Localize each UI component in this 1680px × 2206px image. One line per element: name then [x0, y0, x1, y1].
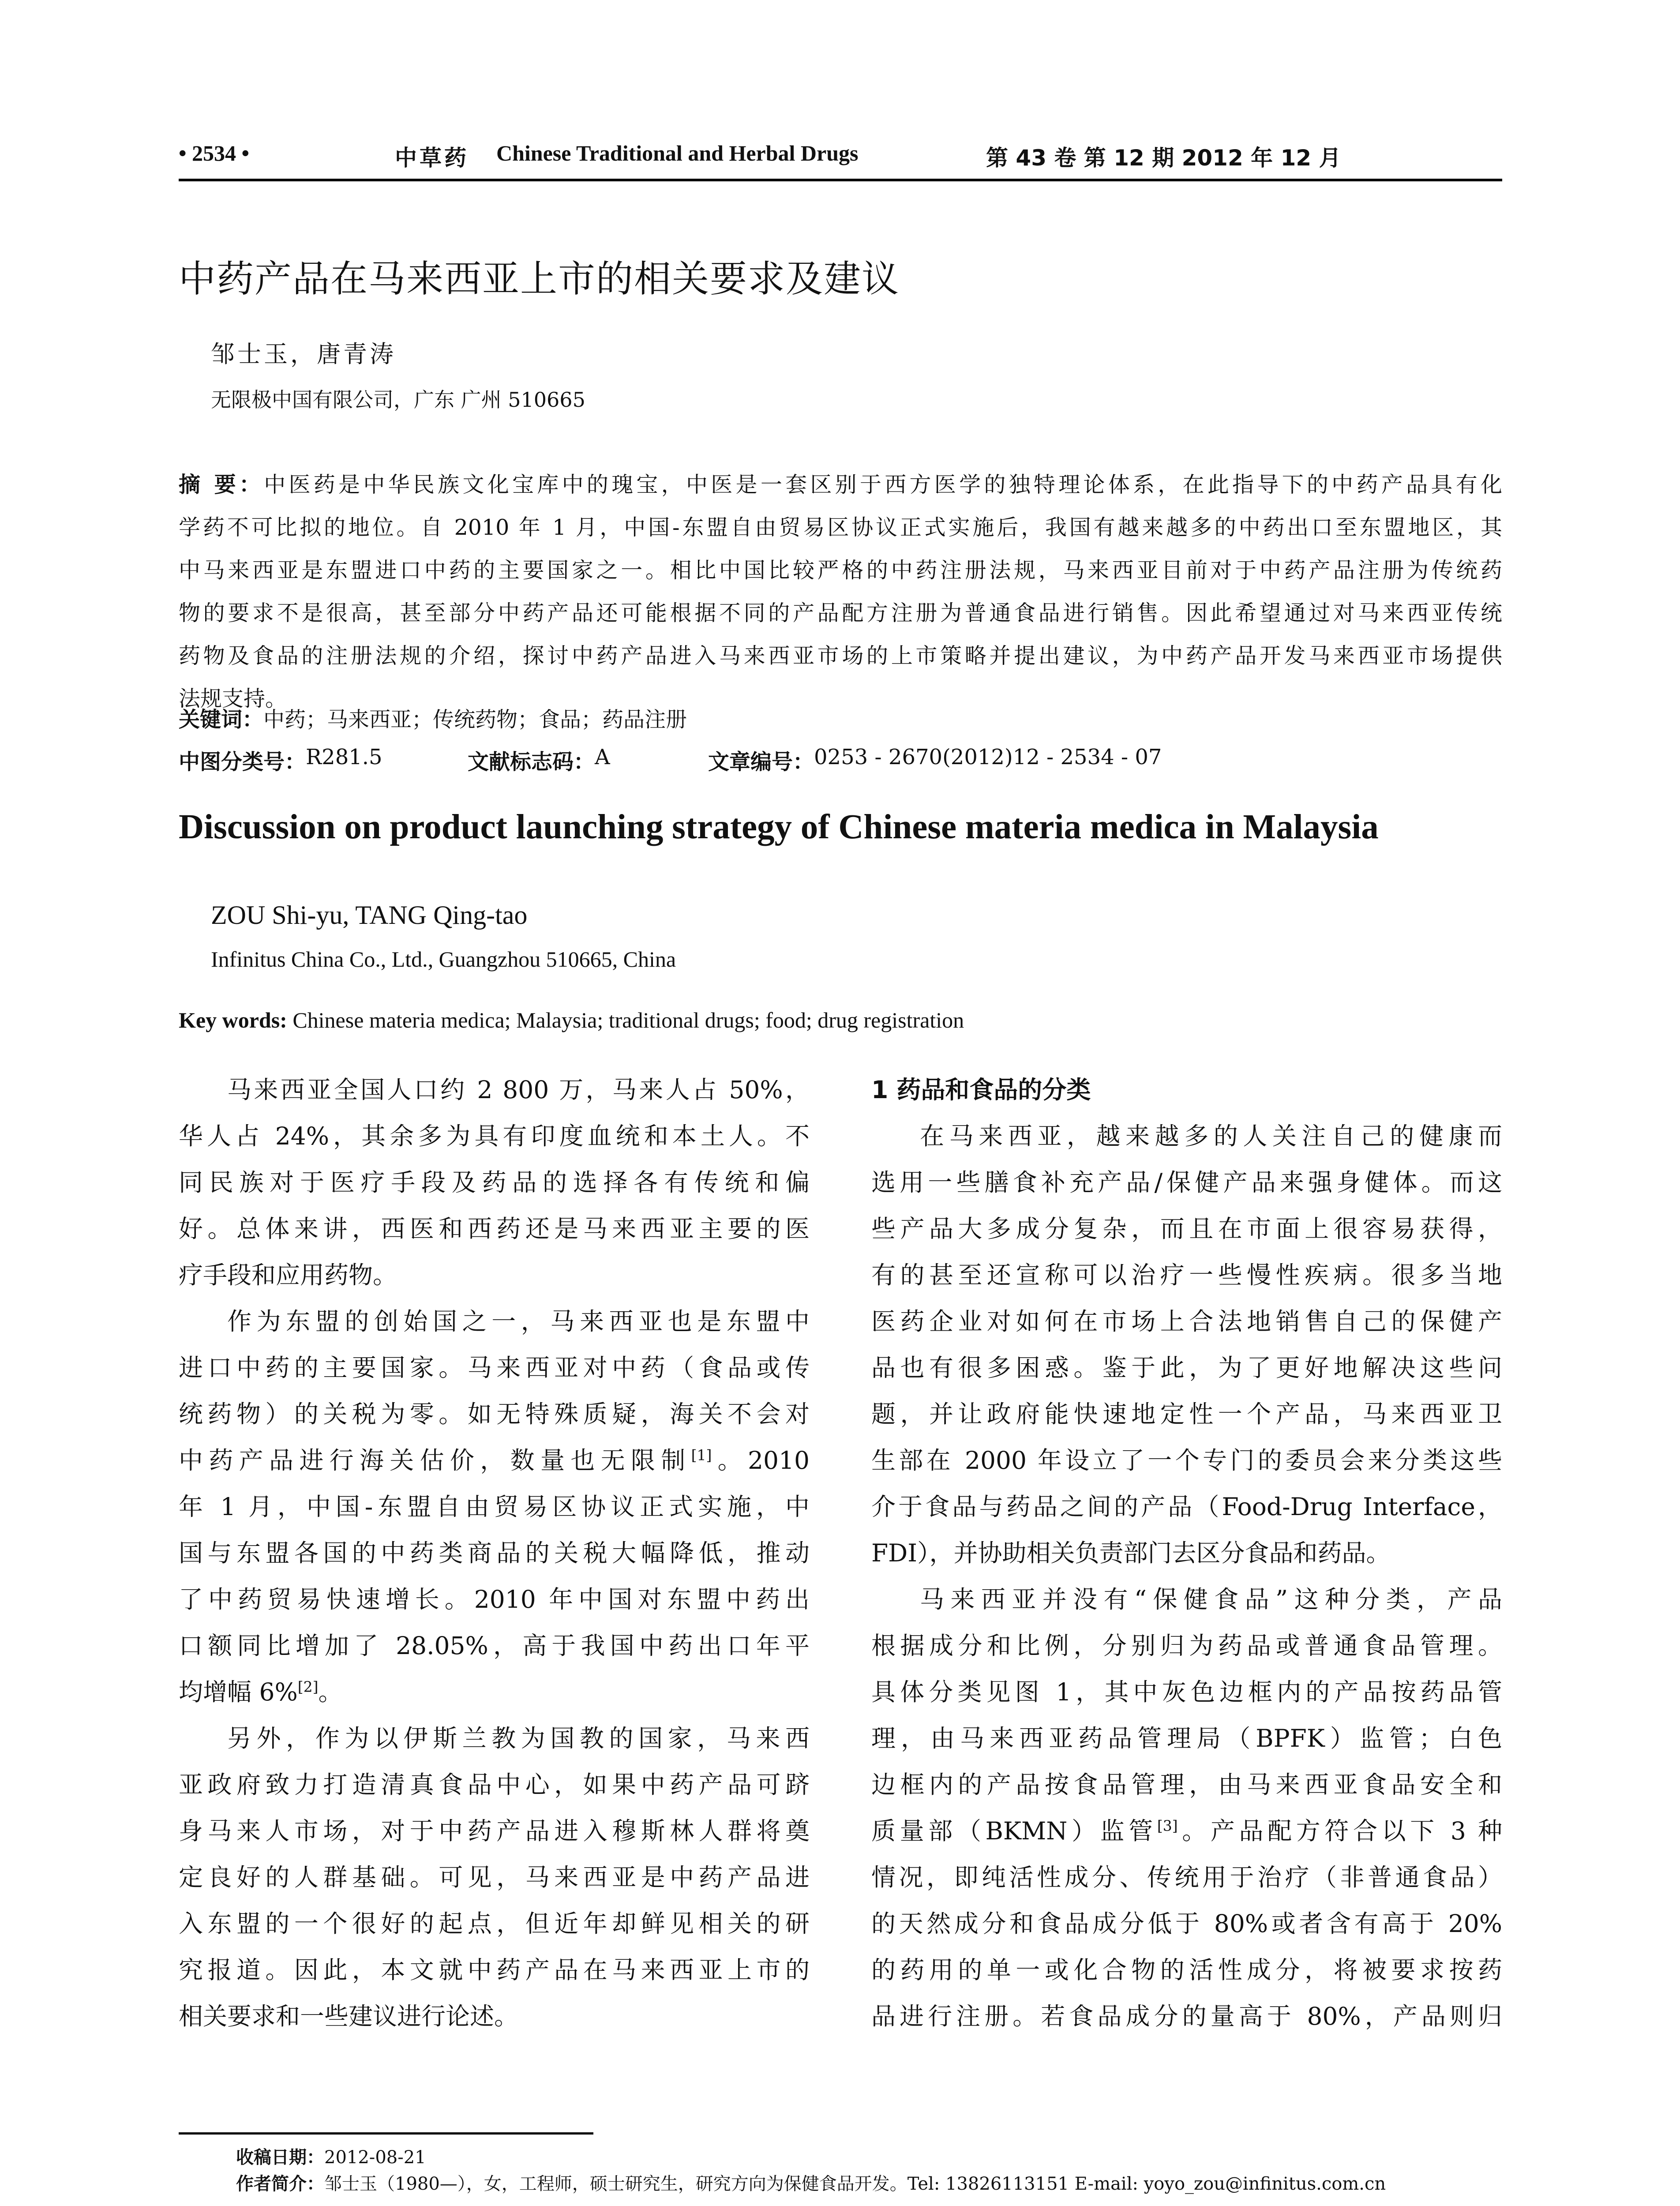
- affiliation-cn: 无限极中国有限公司，广东 广州 510665: [211, 388, 585, 412]
- body-line: 亚政府致力打造清真食品中心，如果中药产品可跻: [179, 1771, 810, 1799]
- body-line: 品进行注册。若食品成分的量高于 80%，产品则归: [871, 2002, 1502, 2030]
- abstract-label: 摘 要：: [179, 472, 264, 497]
- body-line: 入东盟的一个很好的起点，但近年却鲜见相关的研: [179, 1910, 810, 1938]
- body-line: 介于食品与药品之间的产品（Food-Drug Interface，: [871, 1493, 1502, 1521]
- citation: [1]: [691, 1446, 712, 1464]
- running-header: [179, 140, 1502, 176]
- body-line: 定良好的人群基础。可见，马来西亚是中药产品进: [179, 1863, 810, 1891]
- body-line: 有的甚至还宣称可以治疗一些慢性疾病。很多当地: [871, 1261, 1502, 1289]
- body-line: 了中药贸易快速增长。2010 年中国对东盟中药出: [179, 1585, 810, 1613]
- doc-code-item: 文献标志码： A: [468, 745, 610, 774]
- article-no-item: 文章编号： 0253 - 2670(2012)12 - 2534 - 07: [708, 745, 1162, 774]
- body-column-right: [871, 1067, 1502, 2040]
- body-column-left: [179, 1067, 810, 2040]
- body-line: 口额同比增加了 28.05%，高于我国中药出口年平: [179, 1632, 810, 1660]
- body-line: 在马来西亚，越来越多的人关注自己的健康而: [920, 1122, 1502, 1150]
- section-heading: 1 药品和食品的分类: [871, 1076, 1091, 1104]
- keywords-cn: [179, 702, 687, 733]
- keywords-en-value: Chinese materia medica; Malaysia; traditional drugs; food; drug registration: [292, 1008, 964, 1032]
- journal-name-en: Chinese Traditional and Herbal Drugs: [496, 141, 859, 165]
- abstract-line-3: 中马来西亚是东盟进口中药的主要国家之一。相比中国比较严格的中药注册法规，马来西亚目前对于中药产品注册为传统药: [179, 558, 1502, 583]
- body-line: 好。总体来讲，西医和西药还是马来西亚主要的医: [179, 1215, 810, 1243]
- body-line: 中药产品进行海关估价，数量也无限制[1]。2010: [179, 1446, 810, 1474]
- footnote: [236, 2144, 1386, 2197]
- body-line: 具体分类见图 1，其中灰色边框内的产品按药品管: [871, 1678, 1502, 1706]
- body-line: 生部在 2000 年设立了一个专门的委员会来分类这些: [871, 1446, 1502, 1474]
- body-line: 均增幅 6%[2]。: [179, 1678, 343, 1706]
- abstract-line-4: 物的要求不是很高，甚至部分中药产品还可能根据不同的产品配方注册为普通食品进行销售。因此希望通过对马来西亚传统: [179, 600, 1502, 626]
- body-line: 品也有很多困惑。鉴于此，为了更好地解决这些问: [871, 1354, 1502, 1382]
- keywords-en: [179, 1007, 964, 1033]
- body-line: 的天然成分和食品成分低于 80%或者含有高于 20%: [871, 1910, 1502, 1938]
- body-line: 医药企业对如何在市场上合法地销售自己的保健产: [871, 1307, 1502, 1336]
- page-number: • 2534 •: [179, 141, 250, 165]
- clc-item: 中图分类号： R281.5: [179, 745, 382, 774]
- abstract-line-1: 摘 要：中医药是中华民族文化宝库中的瑰宝，中医是一套区别于西方医学的独特理论体系，在此指导下的中药产品具有化: [179, 472, 1502, 497]
- body-line: 选用一些膳食补充产品/保健产品来强身健体。而这: [871, 1168, 1502, 1197]
- body-line: 作为东盟的创始国之一，马来西亚也是东盟中: [227, 1307, 810, 1336]
- body-line: 年 1 月，中国-东盟自由贸易区协议正式实施，中: [179, 1493, 810, 1521]
- keywords-label: 关键词：: [179, 707, 264, 732]
- abstract-line-5: 药物及食品的注册法规的介绍，探讨中药产品进入马来西亚市场的上市策略并提出建议，为中药产品开发马来西亚市场提供: [179, 643, 1502, 668]
- body-line: 华人占 24%，其余多为具有印度血统和本土人。不: [179, 1122, 810, 1150]
- body-line: 边框内的产品按食品管理，由马来西亚食品安全和: [871, 1771, 1502, 1799]
- body-line: 身马来人市场，对于中药产品进入穆斯林人群将奠: [179, 1817, 810, 1845]
- keywords-en-label: Key words:: [179, 1008, 287, 1032]
- received-date: 收稿日期：2012-08-21: [236, 2147, 426, 2168]
- affiliation-en: Infinitus China Co., Ltd., Guangzhou 510665, China: [211, 947, 676, 972]
- body-line: 情况，即纯活性成分、传统用于治疗（非普通食品）: [871, 1863, 1502, 1891]
- author-bio: 作者简介：邹士玉（1980—），女，工程师，硕士研究生，研究方向为保健食品开发。Tel: 13826113151 E-mail: yoyo_zou@infinitus.com.cn: [236, 2174, 1386, 2194]
- body-line: 另外，作为以伊斯兰教为国教的国家，马来西: [227, 1724, 810, 1752]
- abstract-line-2: 学药不可比拟的地位。自 2010 年 1 月，中国-东盟自由贸易区协议正式实施后，我国有越来越多的中药出口至东盟地区，其: [179, 515, 1502, 540]
- body-line: 质量部（BKMN）监管[3]。产品配方符合以下 3 种: [871, 1817, 1502, 1845]
- footnote-rule: [179, 2132, 593, 2135]
- body-line: 理，由马来西亚药品管理局（BPFK）监管；白色: [871, 1724, 1502, 1752]
- body-line: 统药物）的关税为零。如无特殊质疑，海关不会对: [179, 1400, 810, 1428]
- article-title-en: Discussion on product launching strategy of Chinese materia medica in Malaysia: [179, 808, 1379, 846]
- body-line: 的药用的单一或化合物的活性成分，将被要求按药: [871, 1956, 1502, 1984]
- citation: [2]: [297, 1678, 319, 1696]
- abstract-line-6: 法规支持。: [179, 686, 287, 711]
- body-line: 进口中药的主要国家。马来西亚对中药（食品或传: [179, 1354, 810, 1382]
- body-line: 同民族对于医疗手段及药品的选择各有传统和偏: [179, 1168, 810, 1197]
- body-line: 马来西亚全国人口约 2 800 万，马来人占 50%，: [227, 1076, 810, 1104]
- body-line: 国与东盟各国的中药类商品的关税大幅降低，推动: [179, 1539, 810, 1567]
- body-line: FDI），并协助相关负责部门去区分食品和药品。: [871, 1539, 1391, 1567]
- body-line: 些产品大多成分复杂，而且在市面上很容易获得，: [871, 1215, 1502, 1243]
- issue-info: 第 43 卷 第 12 期 2012 年 12 月: [986, 145, 1341, 171]
- journal-name-cn: 中草药: [395, 145, 469, 171]
- authors-cn: 邹士玉，唐青涛: [211, 340, 396, 368]
- header-rule: [179, 179, 1502, 181]
- body-line: 根据成分和比例，分别归为药品或普通食品管理。: [871, 1632, 1502, 1660]
- abstract-cn: [179, 463, 1502, 720]
- keywords-value: 中药；马来西亚；传统药物；食品；药品注册: [263, 707, 687, 732]
- body-line: 题，并让政府能快速地定性一个产品，马来西亚卫: [871, 1400, 1502, 1428]
- body-line: 马来西亚并没有“保健食品”这种分类，产品: [920, 1585, 1502, 1613]
- body-line: 相关要求和一些建议进行论述。: [179, 2002, 519, 2030]
- body-line: 疗手段和应用药物。: [179, 1261, 398, 1289]
- authors-en: ZOU Shi-yu, TANG Qing-tao: [211, 900, 528, 930]
- article-title-cn: 中药产品在马来西亚上市的相关要求及建议: [179, 257, 900, 300]
- citation: [3]: [1157, 1817, 1178, 1835]
- body-line: 究报道。因此，本文就中药产品在马来西亚上市的: [179, 1956, 810, 1984]
